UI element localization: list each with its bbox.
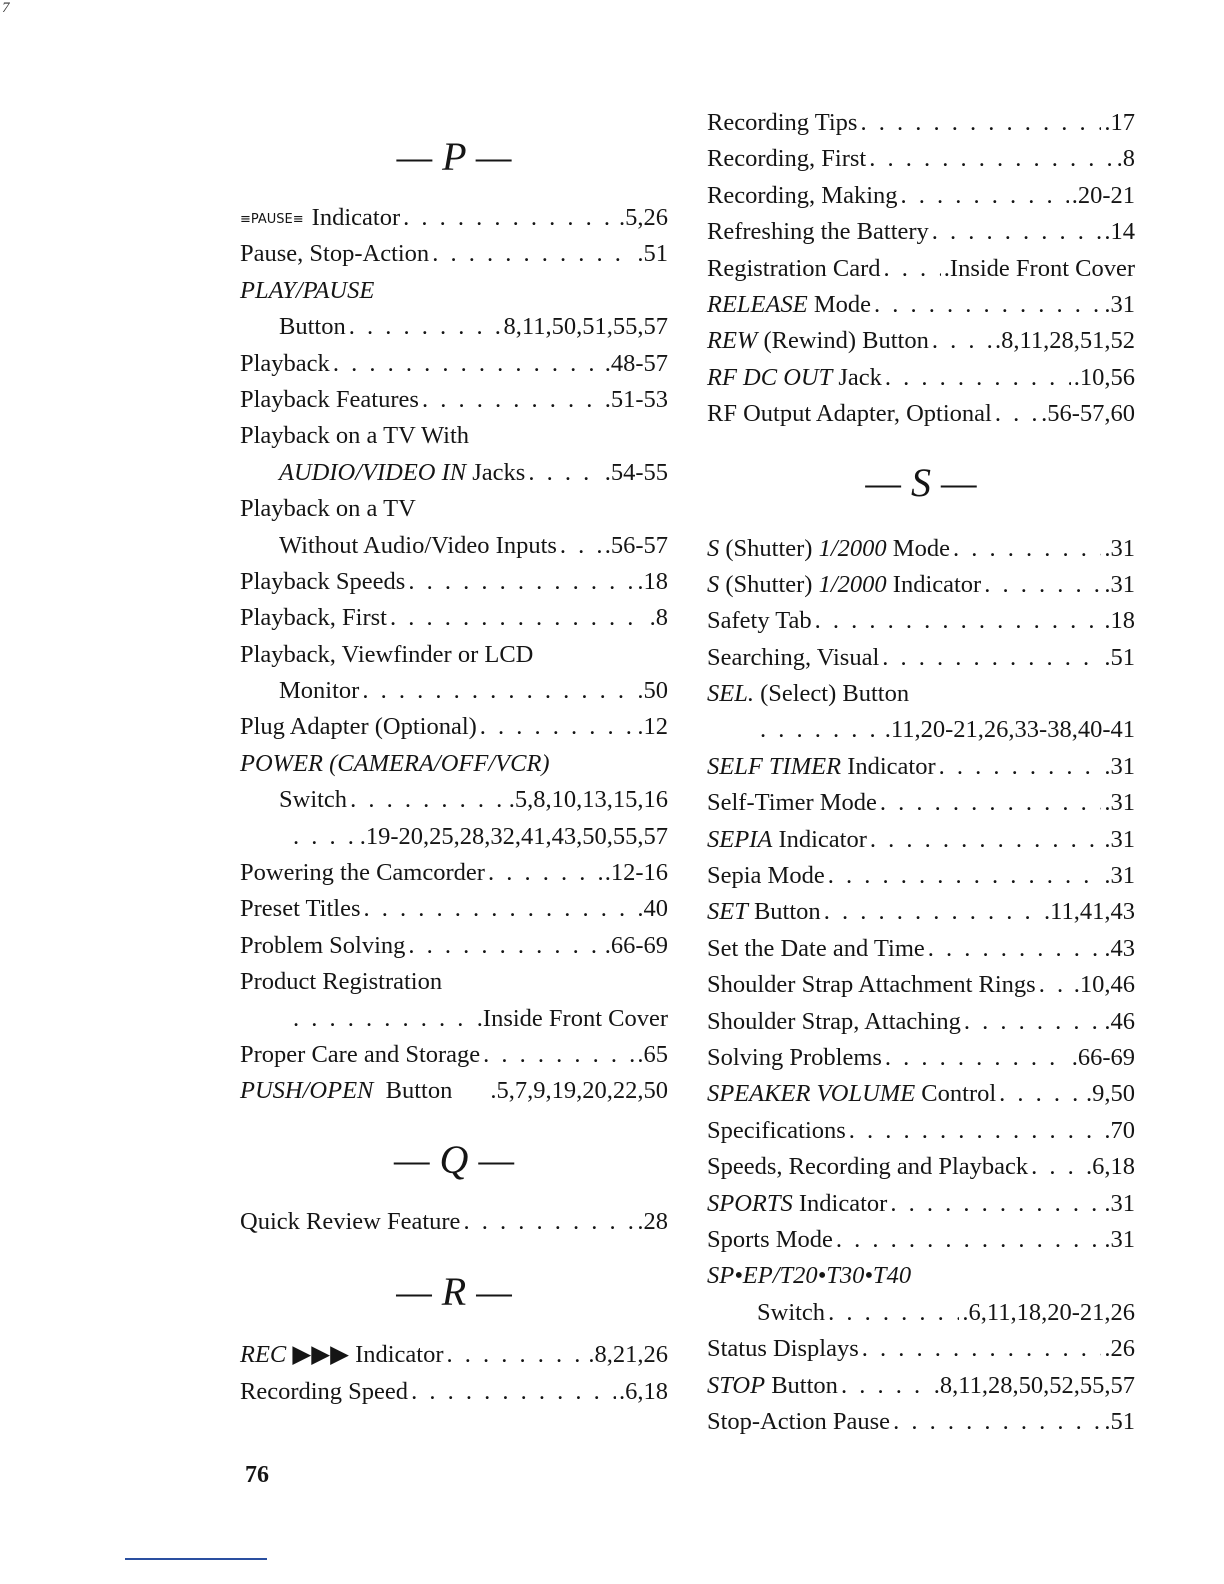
index-entry: Playback on a TV	[240, 495, 416, 523]
index-entry: Problem Solving . . . .66-69	[240, 928, 668, 964]
index-entry: Searching, Visual . . . .51	[707, 640, 1135, 676]
index-entry: STOP Button . . . .8,11,28,50,52,55,57	[707, 1368, 1135, 1404]
index-entry: REC ▶▶▶ Indicator . . . .8,21,26	[240, 1337, 668, 1373]
index-entry: Recording, First . . . .8	[707, 141, 1135, 177]
pause-indicator-icon: ≡PAUSE≡	[240, 212, 304, 227]
index-entry: Playback Speeds . . . .18	[240, 564, 668, 600]
index-entry: S (Shutter) 1/2000 Mode . . . .31	[707, 531, 1135, 567]
index-entry: Registration Card . . . .Inside Front Cover	[707, 251, 1135, 287]
index-entry: Playback on a TV With	[240, 422, 470, 450]
index-entry: SELF TIMER Indicator . . . .31	[707, 749, 1135, 785]
index-entry: Quick Review Feature . . . .28	[240, 1204, 668, 1240]
index-column-right	[707, 105, 1135, 1440]
index-entry: AUDIO/VIDEO IN Jacks . . . .54-55	[240, 455, 668, 491]
index-entry: SEPIA Indicator . . . .31	[707, 822, 1135, 858]
section-heading-p: — P —	[396, 134, 512, 179]
index-entry: Playback Features . . . .51-53	[240, 382, 668, 418]
index-entry: Switch . . . .5,8,10,13,15,16	[240, 782, 668, 818]
index-entry: Recording, Making . . . .20-21	[707, 178, 1135, 214]
index-entry: ≡PAUSE≡ Indicator . . . .5,26	[240, 200, 668, 236]
index-entry: SEL. (Select) Button	[707, 680, 910, 708]
index-entry: Refreshing the Battery . . . .14	[707, 214, 1135, 250]
index-entry: Status Displays . . . .26	[707, 1331, 1135, 1367]
index-entry: RF Output Adapter, Optional . . . .56-57,60	[707, 396, 1135, 432]
index-entry: Specifications . . . .70	[707, 1113, 1135, 1149]
index-entry: RELEASE Mode . . . .31	[707, 287, 1135, 323]
index-entry: Sepia Mode . . . .31	[707, 858, 1135, 894]
index-column-left	[240, 105, 668, 1410]
index-entry: Set the Date and Time . . . .43	[707, 931, 1135, 967]
index-entry: SPEAKER VOLUME Control . . . .9,50	[707, 1076, 1135, 1112]
index-entry: Product Registration	[240, 968, 443, 996]
index-entry: . . . .Inside Front Cover	[240, 1001, 668, 1037]
index-entry: Shoulder Strap, Attaching . . . .46	[707, 1004, 1135, 1040]
index-entry: S (Shutter) 1/2000 Indicator . . . .31	[707, 567, 1135, 603]
section-heading-r: — R —	[396, 1269, 512, 1315]
page-number: 76	[245, 1462, 269, 1488]
index-entry: REW (Rewind) Button . . . .8,11,28,51,52	[707, 323, 1135, 359]
index-entry: Playback, Viewfinder or LCD	[240, 640, 534, 668]
index-entry: Shoulder Strap Attachment Rings . . . .10,46	[707, 967, 1135, 1003]
section-heading-s: — S —	[865, 459, 977, 505]
index-entry: Monitor . . . .50	[240, 673, 668, 709]
index-entry: Sports Mode . . . .31	[707, 1222, 1135, 1258]
index-entry: Recording Speed . . . .6,18	[240, 1374, 668, 1410]
index-entry: Self-Timer Mode . . . .31	[707, 785, 1135, 821]
index-entry: Pause, Stop-Action . . . .51	[240, 236, 668, 272]
index-entry: RF DC OUT Jack . . . .10,56	[707, 360, 1135, 396]
index-entry: Plug Adapter (Optional) . . . .12	[240, 709, 668, 745]
index-entry: Switch . . . .6,11,18,20-21,26	[707, 1295, 1135, 1331]
index-entry: SET Button . . . .11,41,43	[707, 894, 1135, 930]
index-entry: Powering the Camcorder . . . .12-16	[240, 855, 668, 891]
index-entry: Solving Problems . . . .66-69	[707, 1040, 1135, 1076]
index-entry: SPORTS Indicator . . . .31	[707, 1186, 1135, 1222]
index-entry: Safety Tab . . . .18	[707, 603, 1135, 639]
index-entry: Playback, First . . . .8	[240, 600, 668, 636]
index-entry: PLAY/PAUSE	[240, 276, 375, 304]
index-entry: Playback . . . .48-57	[240, 346, 668, 382]
footer-rule	[125, 1558, 267, 1560]
index-entry: Button . . . 8,11,50,51,55,57	[240, 309, 668, 345]
index-entry: Without Audio/Video Inputs . . . .56-57	[240, 528, 668, 564]
index-entry: Stop-Action Pause . . . .51	[707, 1404, 1135, 1440]
index-entry: Proper Care and Storage . . . .65	[240, 1037, 668, 1073]
index-entry: Recording Tips . . . .17	[707, 105, 1135, 141]
index-entry: Preset Titles . . . .40	[240, 891, 668, 927]
index-entry: PUSH/OPEN Button .5,7,9,19,20,22,50	[240, 1077, 668, 1105]
index-entry: . . . .11,20-21,26,33-38,40-41	[707, 712, 1135, 748]
index-entry: Speeds, Recording and Playback . . . .6,18	[707, 1149, 1135, 1185]
corner-mark: 7	[2, 0, 10, 16]
index-entry: POWER (CAMERA/OFF/VCR)	[240, 749, 550, 777]
index-entry: . . . .19-20,25,28,32,41,43,50,55,57	[240, 819, 668, 855]
section-heading-q: — Q —	[393, 1136, 515, 1182]
index-entry: SP•EP/T20•T30•T40	[707, 1262, 912, 1290]
